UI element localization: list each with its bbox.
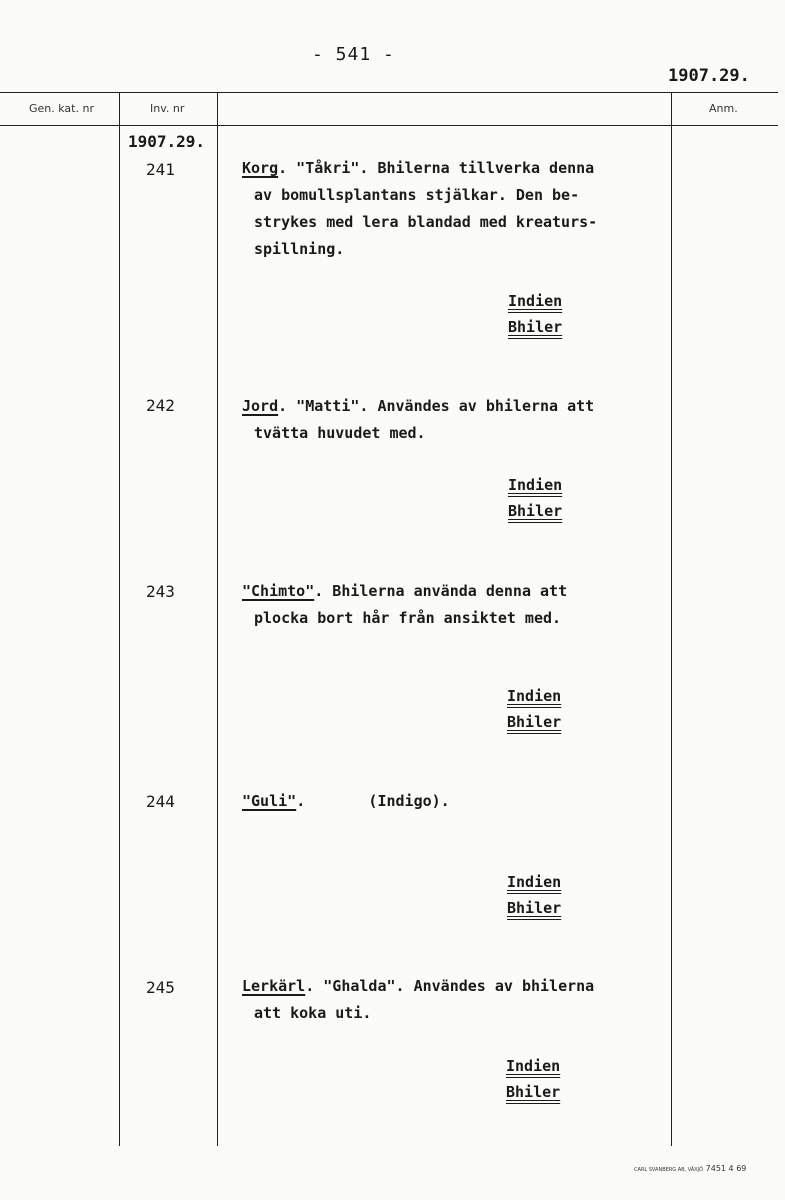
entry-place: Indien	[508, 292, 563, 310]
column-header-anm: Anm.	[709, 102, 738, 115]
entry-origin	[508, 472, 562, 524]
entry-text-line: plocka bort hår från ansiktet med.	[254, 609, 562, 627]
entry-term: Jord	[242, 397, 279, 415]
entry-origin	[507, 869, 561, 921]
entry-origin	[507, 683, 561, 735]
entry-description	[242, 155, 672, 263]
entry-term: Lerkärl	[242, 977, 306, 995]
column-header-gen-kat-nr: Gen. kat. nr	[29, 102, 94, 115]
entry-place: Indien	[506, 1057, 561, 1075]
entry-text-line: av bomullsplantans stjälkar. Den be-	[254, 186, 580, 204]
printer-name: CARL SVANBERG AB, VÄXJÖ	[634, 1167, 704, 1173]
printer-footer	[634, 1164, 746, 1173]
entry-people: Bhiler	[508, 318, 563, 336]
entry-people: Bhiler	[507, 899, 562, 917]
entry-inv-nr: 243	[146, 582, 175, 601]
entry-people: Bhiler	[508, 502, 563, 520]
entry-text-line: . "Ghalda". Användes av bhilerna	[305, 977, 595, 995]
form-code: 7451 4 69	[705, 1164, 747, 1173]
entry-term: "Guli"	[242, 792, 297, 810]
entry-inv-nr: 242	[146, 396, 175, 415]
year-subheader: 1907.29.	[128, 132, 206, 151]
entry-place: Indien	[507, 687, 562, 705]
entry-term: Korg	[242, 159, 279, 177]
entry-description	[242, 578, 672, 632]
entry-text-line: . "Matti". Användes av bhilerna att	[278, 397, 595, 415]
entry-text-line: att koka uti.	[254, 1004, 372, 1022]
column-header-inv-nr: Inv. nr	[150, 102, 185, 115]
entry-description	[242, 788, 672, 815]
entry-place: Indien	[507, 873, 562, 891]
entry-text-line: . Bhilerna använda denna att	[314, 582, 568, 600]
entry-description	[242, 973, 672, 1027]
entry-origin	[506, 1053, 560, 1105]
entry-text-line: . "Tåkri". Bhilerna tillverka denna	[278, 159, 595, 177]
entry-term: "Chimto"	[242, 582, 315, 600]
entry-text-line: . (Indigo).	[296, 792, 450, 810]
column-divider-2	[217, 92, 218, 1146]
entry-text-line: strykes med lera blandad med kreaturs-	[254, 213, 598, 231]
entry-inv-nr: 245	[146, 978, 175, 997]
column-divider-1	[119, 92, 120, 1146]
table-top-rule	[0, 92, 778, 93]
year-code: 1907.29.	[668, 66, 750, 86]
entry-inv-nr: 244	[146, 792, 175, 811]
entry-text-line: tvätta huvudet med.	[254, 424, 426, 442]
table-header-rule	[0, 125, 778, 126]
entry-description	[242, 393, 672, 447]
entry-people: Bhiler	[507, 713, 562, 731]
page-number: - 541 -	[312, 44, 395, 65]
entry-place: Indien	[508, 476, 563, 494]
entry-origin	[508, 288, 562, 340]
entry-people: Bhiler	[506, 1083, 561, 1101]
entry-text-line: spillning.	[254, 240, 345, 258]
entry-inv-nr: 241	[146, 160, 175, 179]
